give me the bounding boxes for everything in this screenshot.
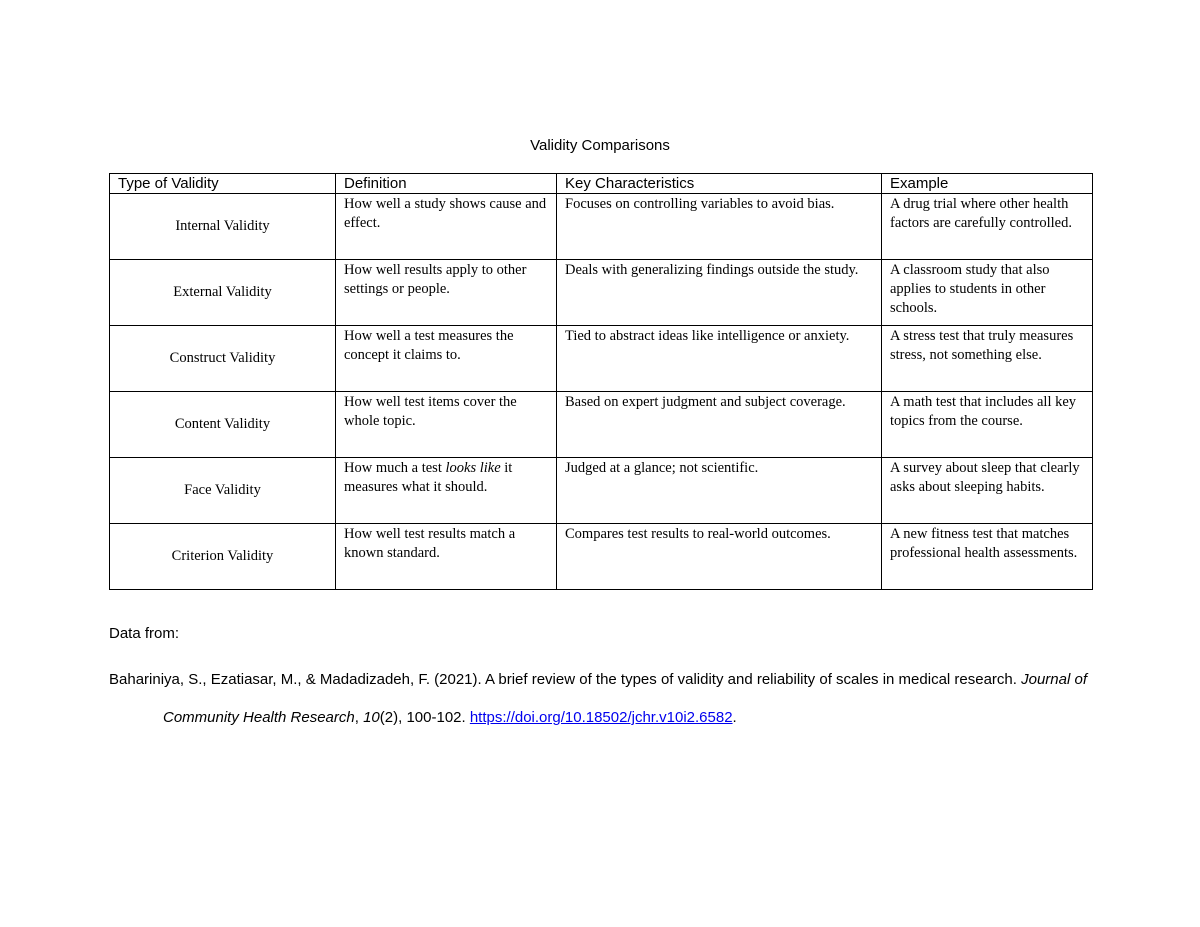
type-cell: Criterion Validity <box>110 524 336 590</box>
citation-end: . <box>732 709 737 726</box>
definition-emphasis: looks like <box>445 460 501 476</box>
type-cell: Construct Validity <box>110 326 336 392</box>
characteristics-cell: Deals with generalizing findings outside the study. <box>557 260 882 326</box>
header-example: Example <box>882 174 1093 194</box>
citation-separator: , <box>354 709 364 726</box>
table-row <box>110 524 1093 590</box>
type-cell: Content Validity <box>110 392 336 458</box>
characteristics-cell: Compares test results to real-world outcomes. <box>557 524 882 590</box>
definition-cell: How well test items cover the whole topic. <box>336 392 557 458</box>
example-cell: A math test that includes all key topics from the course. <box>882 392 1093 458</box>
example-cell: A stress test that truly measures stress, not something else. <box>882 326 1093 392</box>
citation-volume: 10 <box>363 709 380 726</box>
header-definition: Definition <box>336 174 557 194</box>
example-cell: A new fitness test that matches professional health assessments. <box>882 524 1093 590</box>
citation-label: Data from: <box>109 625 180 642</box>
characteristics-cell: Based on expert judgment and subject coverage. <box>557 392 882 458</box>
table-row <box>110 260 1093 326</box>
header-characteristics: Key Characteristics <box>557 174 882 194</box>
definition-cell: How well a test measures the concept it claims to. <box>336 326 557 392</box>
table-row <box>110 458 1093 524</box>
definition-cell: How well a study shows cause and effect. <box>336 194 557 260</box>
definition-cell: How well test results match a known standard. <box>336 524 557 590</box>
characteristics-cell: Tied to abstract ideas like intelligence or anxiety. <box>557 326 882 392</box>
definition-text: it measures what it should. <box>344 460 513 495</box>
citation-authors: Bahariniya, S., Ezatiasar, M., & Madadizadeh, F. (2021). A brief review of the types of validity and reliability of scales in medical research. <box>109 671 1022 688</box>
table-row <box>110 326 1093 392</box>
definition-text: How much a test <box>344 460 446 476</box>
table-header-row <box>110 174 1093 194</box>
citation-journal: Journal of Community Health Research <box>163 671 1087 726</box>
validity-table <box>109 173 1093 590</box>
type-cell: Face Validity <box>110 458 336 524</box>
doi-link[interactable]: https://doi.org/10.18502/jchr.v10i2.6582 <box>469 709 733 726</box>
header-type: Type of Validity <box>110 174 336 194</box>
table-row <box>110 194 1093 260</box>
characteristics-cell: Focuses on controlling variables to avoid bias. <box>557 194 882 260</box>
definition-cell <box>336 458 557 524</box>
citation-reference <box>109 661 1143 737</box>
document-title: Validity Comparisons <box>530 137 670 154</box>
citation-issue-pages: (2), 100-102. <box>379 709 470 726</box>
example-cell: A drug trial where other health factors are carefully controlled. <box>882 194 1093 260</box>
table-row <box>110 392 1093 458</box>
definition-cell: How well results apply to other settings or people. <box>336 260 557 326</box>
type-cell: Internal Validity <box>110 194 336 260</box>
example-cell: A classroom study that also applies to students in other schools. <box>882 260 1093 326</box>
characteristics-cell: Judged at a glance; not scientific. <box>557 458 882 524</box>
example-cell: A survey about sleep that clearly asks about sleeping habits. <box>882 458 1093 524</box>
type-cell: External Validity <box>110 260 336 326</box>
